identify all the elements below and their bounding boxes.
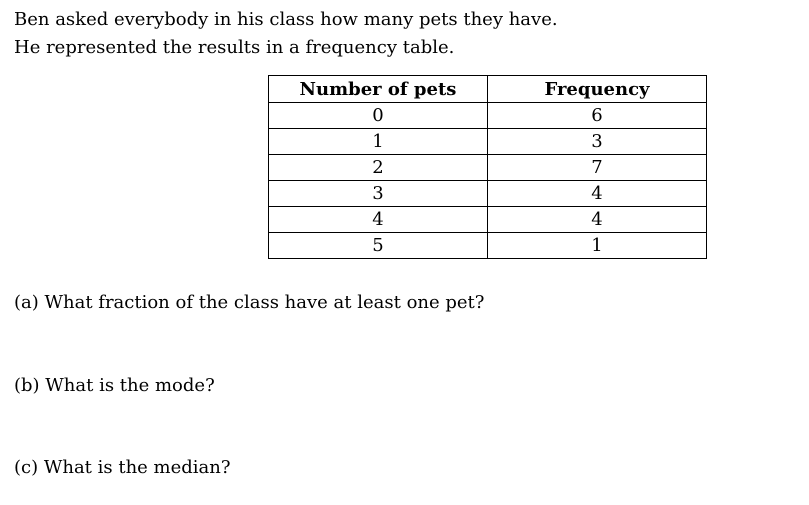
intro-line-1: Ben asked everybody in his class how many pets they have.	[14, 9, 558, 30]
table-header-row	[269, 76, 707, 103]
frequency-cell: 6	[488, 103, 707, 129]
frequency-cell: 4	[488, 181, 707, 207]
pets-cell: 1	[269, 129, 488, 155]
frequency-cell: 7	[488, 155, 707, 181]
frequency-table	[268, 75, 707, 259]
question-a: (a) What fraction of the class have at least one pet?	[14, 292, 485, 313]
header-number-of-pets: Number of pets	[269, 76, 488, 103]
table-row	[269, 233, 707, 259]
pets-cell: 2	[269, 155, 488, 181]
intro-line-2: He represented the results in a frequency table.	[14, 37, 455, 58]
pets-cell: 4	[269, 207, 488, 233]
table-row	[269, 207, 707, 233]
table-row	[269, 155, 707, 181]
frequency-cell: 1	[488, 233, 707, 259]
table-row	[269, 129, 707, 155]
question-c: (c) What is the median?	[14, 457, 231, 478]
pets-cell: 0	[269, 103, 488, 129]
table-row	[269, 103, 707, 129]
table-row	[269, 181, 707, 207]
frequency-cell: 3	[488, 129, 707, 155]
frequency-cell: 4	[488, 207, 707, 233]
header-frequency: Frequency	[488, 76, 707, 103]
question-b: (b) What is the mode?	[14, 375, 215, 396]
pets-cell: 3	[269, 181, 488, 207]
pets-cell: 5	[269, 233, 488, 259]
intro-text	[14, 6, 558, 62]
